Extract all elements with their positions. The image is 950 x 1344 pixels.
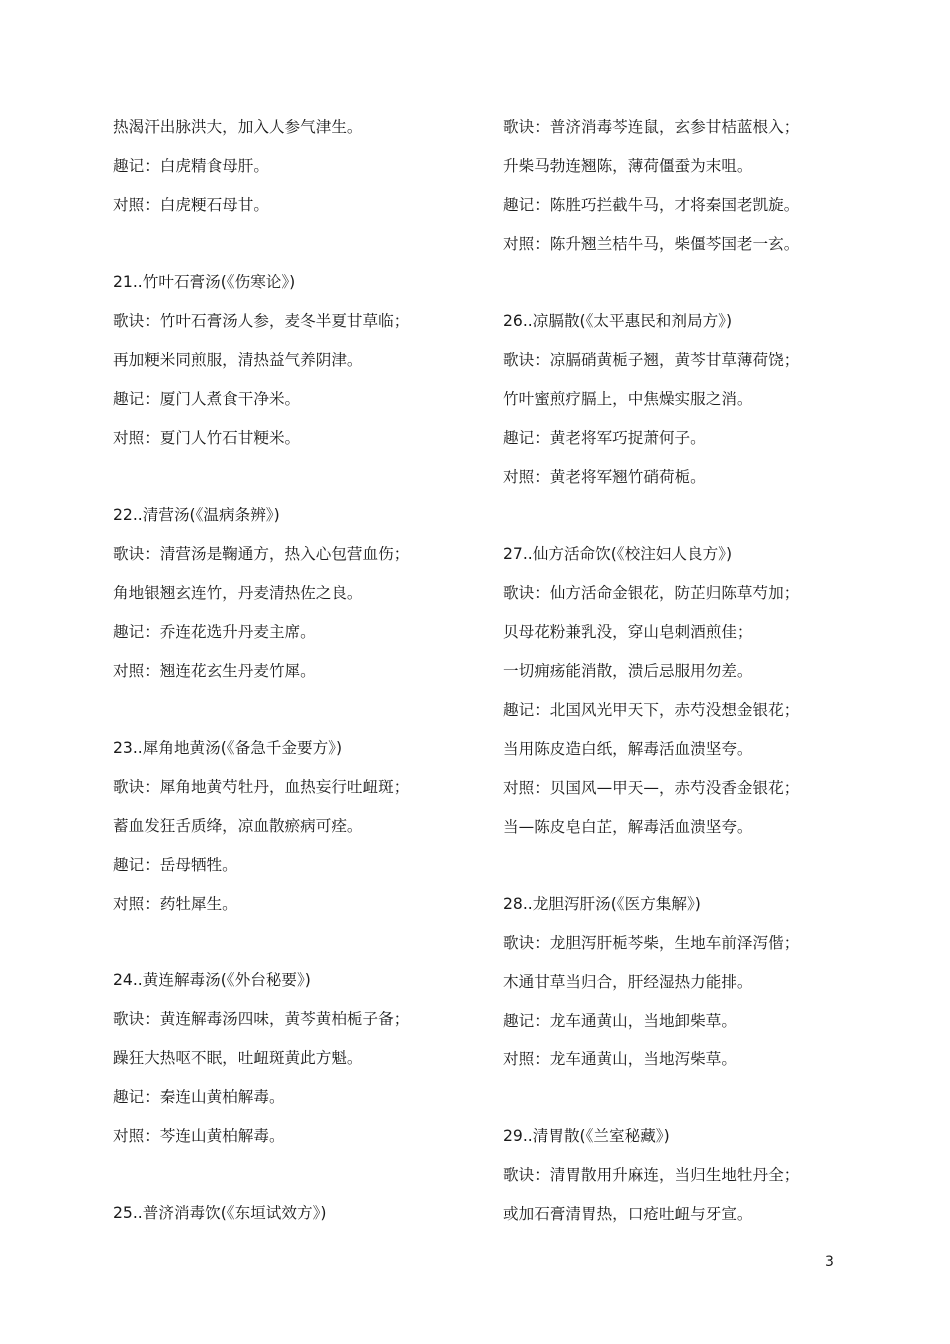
verse-continuation-line: 一切痈疡能消散，溃后忌服用勿差。	[503, 662, 753, 680]
comparison-line: 对照：白虎粳石母甘。	[113, 196, 269, 214]
verse-continuation-line: 当用陈皮造白纸，解毒活血溃坚夸。	[503, 740, 753, 758]
verse-line: 歌诀：凉膈硝黄栀子翘，黄芩甘草薄荷饶；	[503, 351, 800, 369]
comparison-line: 对照：芩连山黄柏解毒。	[113, 1127, 285, 1145]
verse-line: 歌诀：龙胆泻肝栀芩柴，生地车前泽泻偕；	[503, 934, 800, 952]
verse-line: 歌诀：清营汤是鞠通方，热入心包营血伤；	[113, 545, 410, 563]
formula-heading: 23..犀角地黄汤(《备急千金要方》)	[113, 739, 343, 757]
verse-line: 歌诀：黄连解毒汤四味，黄芩黄柏栀子备；	[113, 1010, 410, 1028]
mnemonic-line: 趣记：陈胜巧拦截牛马，才将秦国老凯旋。	[503, 196, 800, 214]
verse-continuation-line: 木通甘草当归合，肝经湿热力能排。	[503, 973, 753, 991]
comparison-line: 对照：黄老将军翘竹硝荷栀。	[503, 468, 706, 486]
formula-heading: 26..凉膈散(《太平惠民和剂局方》)	[503, 312, 733, 330]
verse-continuation-line: 或加石膏清胃热，口疮吐衄与牙宣。	[503, 1205, 753, 1223]
comparison-line: 对照：夏门人竹石甘粳米。	[113, 429, 301, 447]
formula-heading: 24..黄连解毒汤(《外台秘要》)	[113, 971, 311, 989]
formula-heading: 27..仙方活命饮(《校注妇人良方》)	[503, 545, 733, 563]
formula-heading: 21..竹叶石膏汤(《伤寒论》)	[113, 273, 296, 291]
verse-continuation-line: 角地银翘玄连竹，丹麦清热佐之良。	[113, 584, 363, 602]
comparison-line: 对照：龙车通黄山，当地泻柴草。	[503, 1050, 737, 1068]
verse-continuation-line: 贝母花粉兼乳没，穿山皂刺酒煎佳；	[503, 623, 753, 641]
verse-line: 歌诀：仙方活命金银花，防芷归陈草芍加；	[503, 584, 800, 602]
verse-continuation-line: 当—陈皮皂白芷，解毒活血溃坚夸。	[503, 818, 753, 836]
verse-continuation-line: 升柴马勃连翘陈，薄荷僵蚕为末咀。	[503, 157, 753, 175]
verse-line: 歌诀：普济消毒芩连鼠，玄参甘桔蓝根入；	[503, 118, 800, 136]
formula-heading: 25..普济消毒饮(《东垣试效方》)	[113, 1204, 327, 1222]
mnemonic-line: 趣记：龙车通黄山，当地卸柴草。	[503, 1012, 737, 1030]
verse-continuation-line: 热渴汗出脉洪大，加入人参气津生。	[113, 118, 363, 136]
comparison-line: 对照：翘连花玄生丹麦竹犀。	[113, 662, 316, 680]
verse-line: 歌诀：清胃散用升麻连，当归生地牡丹全；	[503, 1166, 800, 1184]
comparison-line: 对照：贝国风—甲天—，赤芍没香金银花；	[503, 779, 800, 797]
verse-continuation-line: 躁狂大热呕不眠，吐衄斑黄此方魁。	[113, 1049, 363, 1067]
page-number: 3	[825, 1254, 834, 1270]
verse-line: 歌诀：犀角地黄芍牡丹，血热妄行吐衄斑；	[113, 778, 410, 796]
verse-continuation-line: 再加粳米同煎服，清热益气养阴津。	[113, 351, 363, 369]
verse-continuation-line: 蓄血发狂舌质绛，凉血散瘀病可痊。	[113, 817, 363, 835]
verse-line: 歌诀：竹叶石膏汤人参，麦冬半夏甘草临；	[113, 312, 410, 330]
formula-heading: 22..清营汤(《温病条辨》)	[113, 506, 280, 524]
formula-heading: 28..龙胆泻肝汤(《医方集解》)	[503, 895, 701, 913]
mnemonic-line: 趣记：秦连山黄柏解毒。	[113, 1088, 285, 1106]
mnemonic-line: 趣记：厦门人煮食干净米。	[113, 390, 301, 408]
comparison-line: 对照：药牡犀生。	[113, 895, 238, 913]
mnemonic-line: 趣记：岳母牺牲。	[113, 856, 238, 874]
mnemonic-line: 趣记：白虎精食母肝。	[113, 157, 269, 175]
mnemonic-line: 趣记：黄老将军巧捉萧何子。	[503, 429, 706, 447]
mnemonic-line: 趣记：北国风光甲天下，赤芍没想金银花；	[503, 701, 800, 719]
verse-continuation-line: 竹叶蜜煎疗膈上，中焦燥实服之消。	[503, 390, 753, 408]
mnemonic-line: 趣记：乔连花选升丹麦主席。	[113, 623, 316, 641]
comparison-line: 对照：陈升翘兰桔牛马，柴僵芩国老一玄。	[503, 235, 800, 253]
formula-heading: 29..清胃散(《兰室秘藏》)	[503, 1127, 670, 1145]
